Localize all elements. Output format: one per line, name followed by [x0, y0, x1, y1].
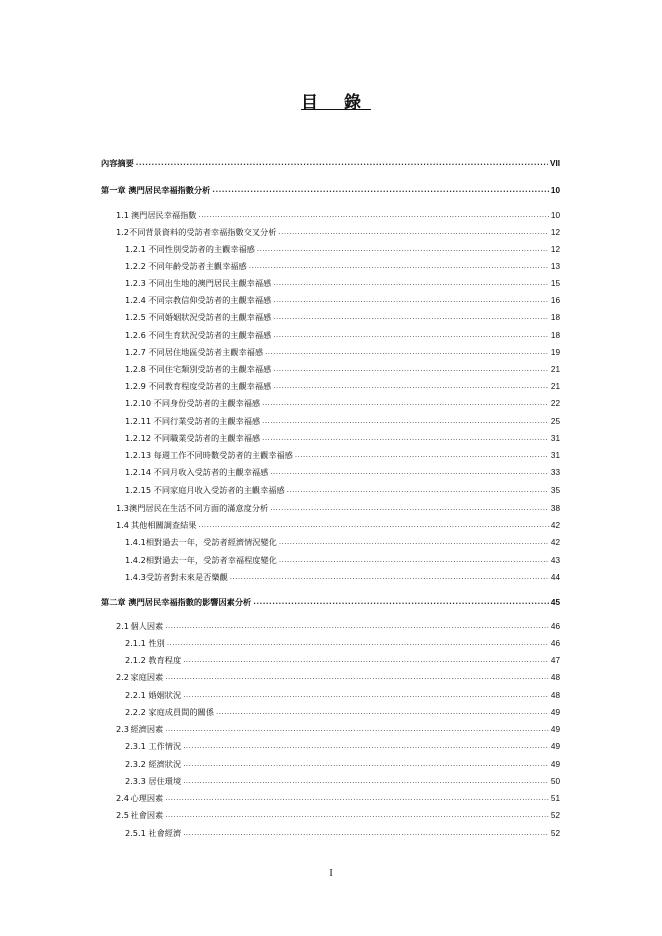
toc-leader-dots: [279, 537, 549, 548]
toc-entry[interactable]: [101, 597, 560, 609]
toc-entry-title: 1.2.3 不同出生地的澳門居民主觀幸福感: [125, 278, 272, 288]
toc-leader-dots: [165, 672, 549, 683]
toc-entry-number: 1.2: [116, 227, 130, 237]
toc-entry-page: 18: [550, 313, 560, 322]
toc-entry-title: 家庭因素: [130, 672, 164, 682]
toc-entry[interactable]: [125, 690, 560, 702]
toc-leader-dots: [167, 638, 549, 649]
toc-leader-dots: [273, 330, 549, 341]
toc-entry-title: 2.5.1 社會經濟: [125, 828, 182, 838]
toc-entry-page: 10: [550, 186, 560, 195]
toc-entry[interactable]: [125, 295, 560, 307]
toc-entry-title: 相對過去一年，受訪者經濟情況變化: [145, 537, 277, 547]
toc-entry-number: 2.2: [116, 672, 130, 682]
toc-entry-page: 38: [550, 504, 560, 513]
page-title: 目 錄: [301, 93, 371, 113]
toc-entry-title: 1.2.4 不同宗教信仰受訪者的主觀幸福感: [125, 295, 272, 305]
toc-entry-title: 社會因素: [130, 810, 164, 820]
toc-entry-page: VII: [549, 159, 560, 168]
toc-entry[interactable]: [125, 655, 560, 667]
page-number: I: [329, 868, 333, 879]
toc-leader-dots: [265, 347, 549, 358]
toc-leader-dots: [273, 295, 549, 306]
toc-entry[interactable]: [125, 364, 560, 376]
toc-entry-number: 2.5: [116, 810, 130, 820]
toc-leader-dots: [183, 759, 549, 770]
toc-entry-title: 1.2.12 不同職業受訪者的主觀幸福感: [125, 433, 261, 443]
toc-entry-title: 1.2.2 不同年齡受訪者主觀幸福感: [125, 261, 247, 271]
toc-entry-number: 1.4: [116, 520, 130, 530]
toc-entry[interactable]: [101, 185, 560, 197]
toc-entry-title: 澳門居民幸福指數: [130, 210, 197, 220]
toc-entry-page: 25: [550, 417, 560, 426]
toc-entry[interactable]: [116, 503, 560, 515]
toc-entry-number: 1.3: [116, 503, 130, 513]
toc-entry-page: 51: [550, 794, 560, 803]
toc-leader-dots: [183, 690, 549, 701]
toc-entry-page: 50: [550, 777, 560, 786]
toc-leader-dots: [165, 793, 549, 804]
toc-entry-page: 46: [550, 622, 560, 631]
toc-entry-title: 1.2.14 不同月收入受訪者的主觀幸福感: [125, 467, 269, 477]
toc-entry-page: 10: [550, 211, 560, 220]
toc-entry[interactable]: [125, 638, 560, 650]
toc-entry-title: 1.2.13 每週工作不同時數受訪者的主觀幸福感: [125, 450, 293, 460]
toc-leader-dots: [278, 227, 548, 238]
toc-entry-page: 49: [550, 708, 560, 717]
toc-leader-dots: [198, 520, 548, 531]
toc-entry-page: 49: [550, 760, 560, 769]
toc-entry-page: 22: [550, 399, 560, 408]
toc-entry-title: 2.3.3 居住環境: [125, 776, 182, 786]
toc-entry-page: 33: [550, 468, 560, 477]
toc-entry-page: 47: [550, 656, 560, 665]
toc-entry-title: 2.1.1 性別: [125, 638, 165, 648]
toc-leader-dots: [273, 381, 549, 392]
toc-leader-dots: [257, 244, 549, 255]
toc-entry-title: 心理因素: [130, 793, 164, 803]
toc-leader-dots: [262, 416, 549, 427]
toc-leader-dots: [165, 810, 549, 821]
toc-leader-dots: [165, 724, 549, 735]
toc-entry-page: 15: [550, 279, 560, 288]
toc-entry-title: 1.2.8 不同住宅類別受訪者的主觀幸福感: [125, 364, 272, 374]
toc-entry[interactable]: [125, 416, 560, 428]
toc-entry-page: 21: [550, 365, 560, 374]
toc-entry[interactable]: [125, 555, 560, 567]
toc-entry[interactable]: [125, 433, 560, 445]
toc-entry-page: 42: [550, 521, 560, 530]
toc-entry[interactable]: [116, 672, 560, 684]
toc-leader-dots: [249, 261, 549, 272]
toc-entry-page: 31: [550, 434, 560, 443]
toc-entry-page: 18: [550, 331, 560, 340]
toc-entry-title: 2.1.2 教育程度: [125, 655, 182, 665]
toc-entry-page: 48: [550, 691, 560, 700]
toc-leader-dots: [262, 433, 549, 444]
toc-entry-number: 1.4.3: [125, 572, 146, 582]
toc-entry[interactable]: [116, 724, 560, 736]
toc-leader-dots: [262, 398, 549, 409]
toc-entry[interactable]: [125, 707, 560, 719]
toc-entry-page: 12: [550, 245, 560, 254]
toc-entry-title: 2.2.1 婚姻狀況: [125, 690, 182, 700]
toc-entry-page: 13: [550, 262, 560, 271]
toc-entry-title: 個人因素: [130, 621, 164, 631]
toc-entry-page: 48: [550, 673, 560, 682]
toc-leader-dots: [136, 158, 548, 169]
toc-entry-title: 經濟因素: [130, 724, 164, 734]
toc-leader-dots: [165, 621, 549, 632]
toc-entry-title: 1.2.7 不同居住地區受訪者主觀幸福感: [125, 347, 264, 357]
toc-entry-title: 2.3.2 經濟狀況: [125, 759, 182, 769]
toc-entry[interactable]: [101, 158, 560, 170]
toc-entry-page: 49: [550, 725, 560, 734]
toc-entry-number: 2.4: [116, 793, 130, 803]
toc-entry-title: 1.2.6 不同生育狀況受訪者的主觀幸福感: [125, 330, 272, 340]
toc-entry[interactable]: [116, 621, 560, 633]
toc-leader-dots: [212, 185, 549, 196]
toc-entry[interactable]: [125, 450, 560, 462]
toc-entry[interactable]: [125, 759, 560, 771]
toc-entry-title: 2.3.1 工作情況: [125, 741, 182, 751]
toc-leader-dots: [183, 776, 549, 787]
toc-entry-title: 1.2.9 不同教育程度受訪者的主觀幸福感: [125, 381, 272, 391]
toc-entry-title: 澳門居民在生活不同方面的滿意度分析: [129, 503, 269, 513]
toc-entry-number: 1.4.1: [125, 537, 146, 547]
toc-entry-title: 2.2.2 家庭成員間的關係: [125, 707, 214, 717]
toc-entry-number: 2.1: [116, 621, 130, 631]
toc-leader-dots: [295, 450, 549, 461]
toc-leader-dots: [273, 312, 549, 323]
toc-entry[interactable]: [125, 741, 560, 753]
toc-entry-page: 19: [550, 348, 560, 357]
toc-entry[interactable]: [125, 244, 560, 256]
toc-leader-dots: [183, 828, 549, 839]
toc-leader-dots: [183, 741, 549, 752]
toc-entry[interactable]: [125, 278, 560, 290]
toc-entry-page: 46: [550, 639, 560, 648]
toc-leader-dots: [279, 555, 549, 566]
toc-entry-number: 1.1: [116, 210, 130, 220]
toc-entry[interactable]: [125, 398, 560, 410]
toc-entry-page: 35: [550, 486, 560, 495]
toc-entry[interactable]: [125, 312, 560, 324]
toc-entry[interactable]: [116, 520, 560, 532]
toc-entry-title: 1.2.15 不同家庭月收入受訪者的主觀幸福感: [125, 485, 285, 495]
toc-entry[interactable]: [116, 810, 560, 822]
toc-entry[interactable]: [125, 485, 560, 497]
toc-entry-page: 42: [550, 538, 560, 547]
toc-entry-title: 相對過去一年，受訪者幸福程度變化: [145, 555, 277, 565]
toc-entry[interactable]: [125, 330, 560, 342]
toc-entry[interactable]: [125, 467, 560, 479]
toc-entry[interactable]: [125, 776, 560, 788]
toc-entry[interactable]: [125, 381, 560, 393]
toc-entry-title: 受訪者對未來是否樂觀: [145, 572, 228, 582]
toc-entry-title: 內容摘要: [101, 158, 134, 168]
toc-entry-title: 其他相關調查結果: [130, 520, 197, 530]
toc-leader-dots: [216, 707, 549, 718]
toc-entry-page: 21: [550, 382, 560, 391]
toc-entry-title: 1.2.10 不同身份受訪者的主觀幸福感: [125, 398, 261, 408]
toc-leader-dots: [273, 278, 549, 289]
toc-entry[interactable]: [125, 828, 560, 840]
toc-entry-page: 49: [550, 742, 560, 751]
toc-entry[interactable]: [116, 227, 560, 239]
toc-entry-page: 31: [550, 451, 560, 460]
toc-leader-dots: [270, 503, 549, 514]
toc-entry-title: 第二章 澳門居民幸福指數的影響因素分析: [101, 597, 252, 607]
toc-leader-dots: [183, 655, 549, 666]
toc-entry[interactable]: [125, 261, 560, 273]
toc-leader-dots: [253, 597, 549, 608]
toc-entry[interactable]: [116, 793, 560, 805]
toc-entry[interactable]: [125, 537, 560, 549]
toc-entry-number: 2.3: [116, 724, 130, 734]
toc-entry-page: 12: [550, 228, 560, 237]
toc-leader-dots: [270, 467, 549, 478]
toc-entry-title: 不同背景資料的受訪者幸福指數交叉分析: [129, 227, 277, 237]
toc-entry[interactable]: [125, 347, 560, 359]
toc-entry[interactable]: [125, 572, 560, 584]
toc-entry-page: 52: [550, 811, 560, 820]
toc-entry-title: 1.2.5 不同婚姻狀況受訪者的主觀幸福感: [125, 312, 272, 322]
toc-entry-title: 1.2.11 不同行業受訪者的主觀幸福感: [125, 416, 261, 426]
toc-entry-title: 1.2.1 不同性別受訪者的主觀幸福感: [125, 244, 255, 254]
toc-entry-page: 45: [550, 598, 560, 607]
toc-entry[interactable]: [116, 210, 560, 222]
toc-entry-page: 44: [550, 573, 560, 582]
toc-entry-title: 第一章 澳門居民幸福指數分析: [101, 185, 211, 195]
toc-entry-page: 43: [550, 556, 560, 565]
toc-leader-dots: [198, 210, 548, 221]
toc-entry-page: 52: [550, 829, 560, 838]
toc-entry-page: 16: [550, 296, 560, 305]
toc-leader-dots: [273, 364, 549, 375]
toc-entry-number: 1.4.2: [125, 555, 146, 565]
toc-leader-dots: [287, 485, 549, 496]
toc-leader-dots: [230, 572, 549, 583]
